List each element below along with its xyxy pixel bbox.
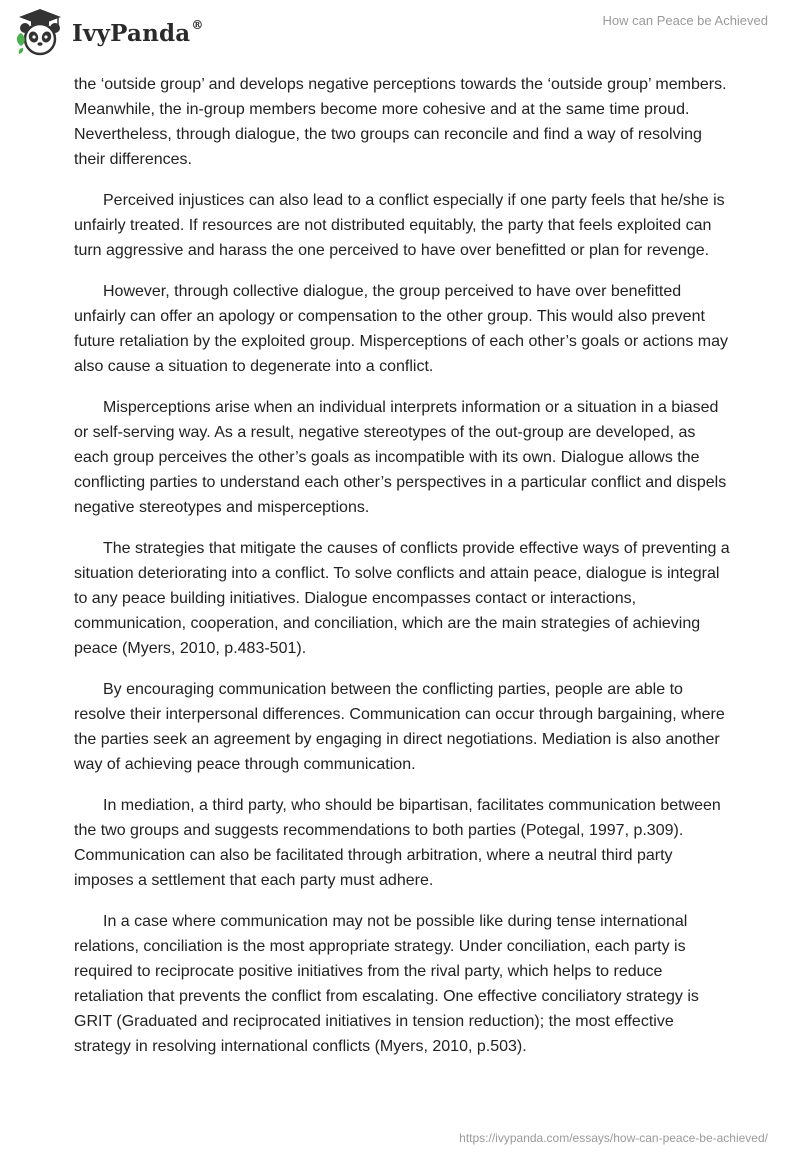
brand-name: IvyPanda® — [72, 17, 204, 47]
paragraph: However, through collective dialogue, the group perceived to have over benefitted unfairly can offer an apology or compensation to the other group. This would also prevent future retaliation by the exploited group. Misperceptions of each other’s goals or actions may also cause a situation to degenerate into a conflict. — [74, 283, 728, 375]
paragraph: By encouraging communication between the conflicting parties, people are able to resolve their interpersonal differences. Communication can occur through bargaining, where the parties seek an agreement by engaging in direct negotiations. Mediation is also another way of achieving peace through communication. — [74, 681, 725, 773]
paragraph: the ‘outside group’ and develops negative perceptions towards the ‘outside group’ members. Meanwhile, the in-group members become more cohesive and at the same time proud. Nevertheless, through dialogue, the two groups can reconcile and find a way of resolving their differences. — [74, 76, 727, 168]
document-title: How can Peace be Achieved — [602, 13, 768, 28]
source-url-link[interactable]: https://ivypanda.com/essays/how-can-peace-be-achieved/ — [459, 1131, 768, 1145]
page-header — [0, 0, 800, 64]
paragraph: In a case where communication may not be possible like during tense international relations, conciliation is the most appropriate strategy. Under conciliation, each party is required to reciprocate positive initiatives from the rival party, which helps to reduce retaliation that prevents the conflict from escalating. One effective conciliatory strategy is GRIT (Graduated and reciprocated initiatives in tension reduction); the most effective strategy in resolving international conflicts (Myers, 2010, p.503). — [74, 913, 699, 1055]
ivypanda-logo[interactable] — [14, 6, 204, 58]
panda-logo-icon — [14, 6, 66, 58]
paragraph: Perceived injustices can also lead to a conflict especially if one party feels that he/she is unfairly treated. If resources are not distributed equitably, the party that feels exploited can turn aggressive and harass the one perceived to have over benefitted or plan for revenge. — [74, 192, 725, 259]
paragraph: The strategies that mitigate the causes of conflicts provide effective ways of preventing a situation deteriorating into a conflict. To solve conflicts and attain peace, dialogue is integral to any peace building initiatives. Dialogue encompasses contact or interactions, communication, cooperation, and conciliation, which are the main strategies of achieving peace (Myers, 2010, p.483-501). — [74, 540, 730, 657]
paragraph: In mediation, a third party, who should be bipartisan, facilitates communication between the two groups and suggests recommendations to both parties (Potegal, 1997, p.309). Communication can also be facilitated through arbitration, where a neutral third party imposes a settlement that each party must adhere. — [74, 797, 721, 889]
essay-body — [74, 72, 734, 1075]
paragraph: Misperceptions arise when an individual interprets information or a situation in a biased or self-serving way. As a result, negative stereotypes of the out-group are developed, as each group perceives the other’s goals as incompatible with its own. Dialogue allows the conflicting parties to understand each other’s perspectives in a particular conflict and dispels negative stereotypes and misperceptions. — [74, 399, 727, 516]
